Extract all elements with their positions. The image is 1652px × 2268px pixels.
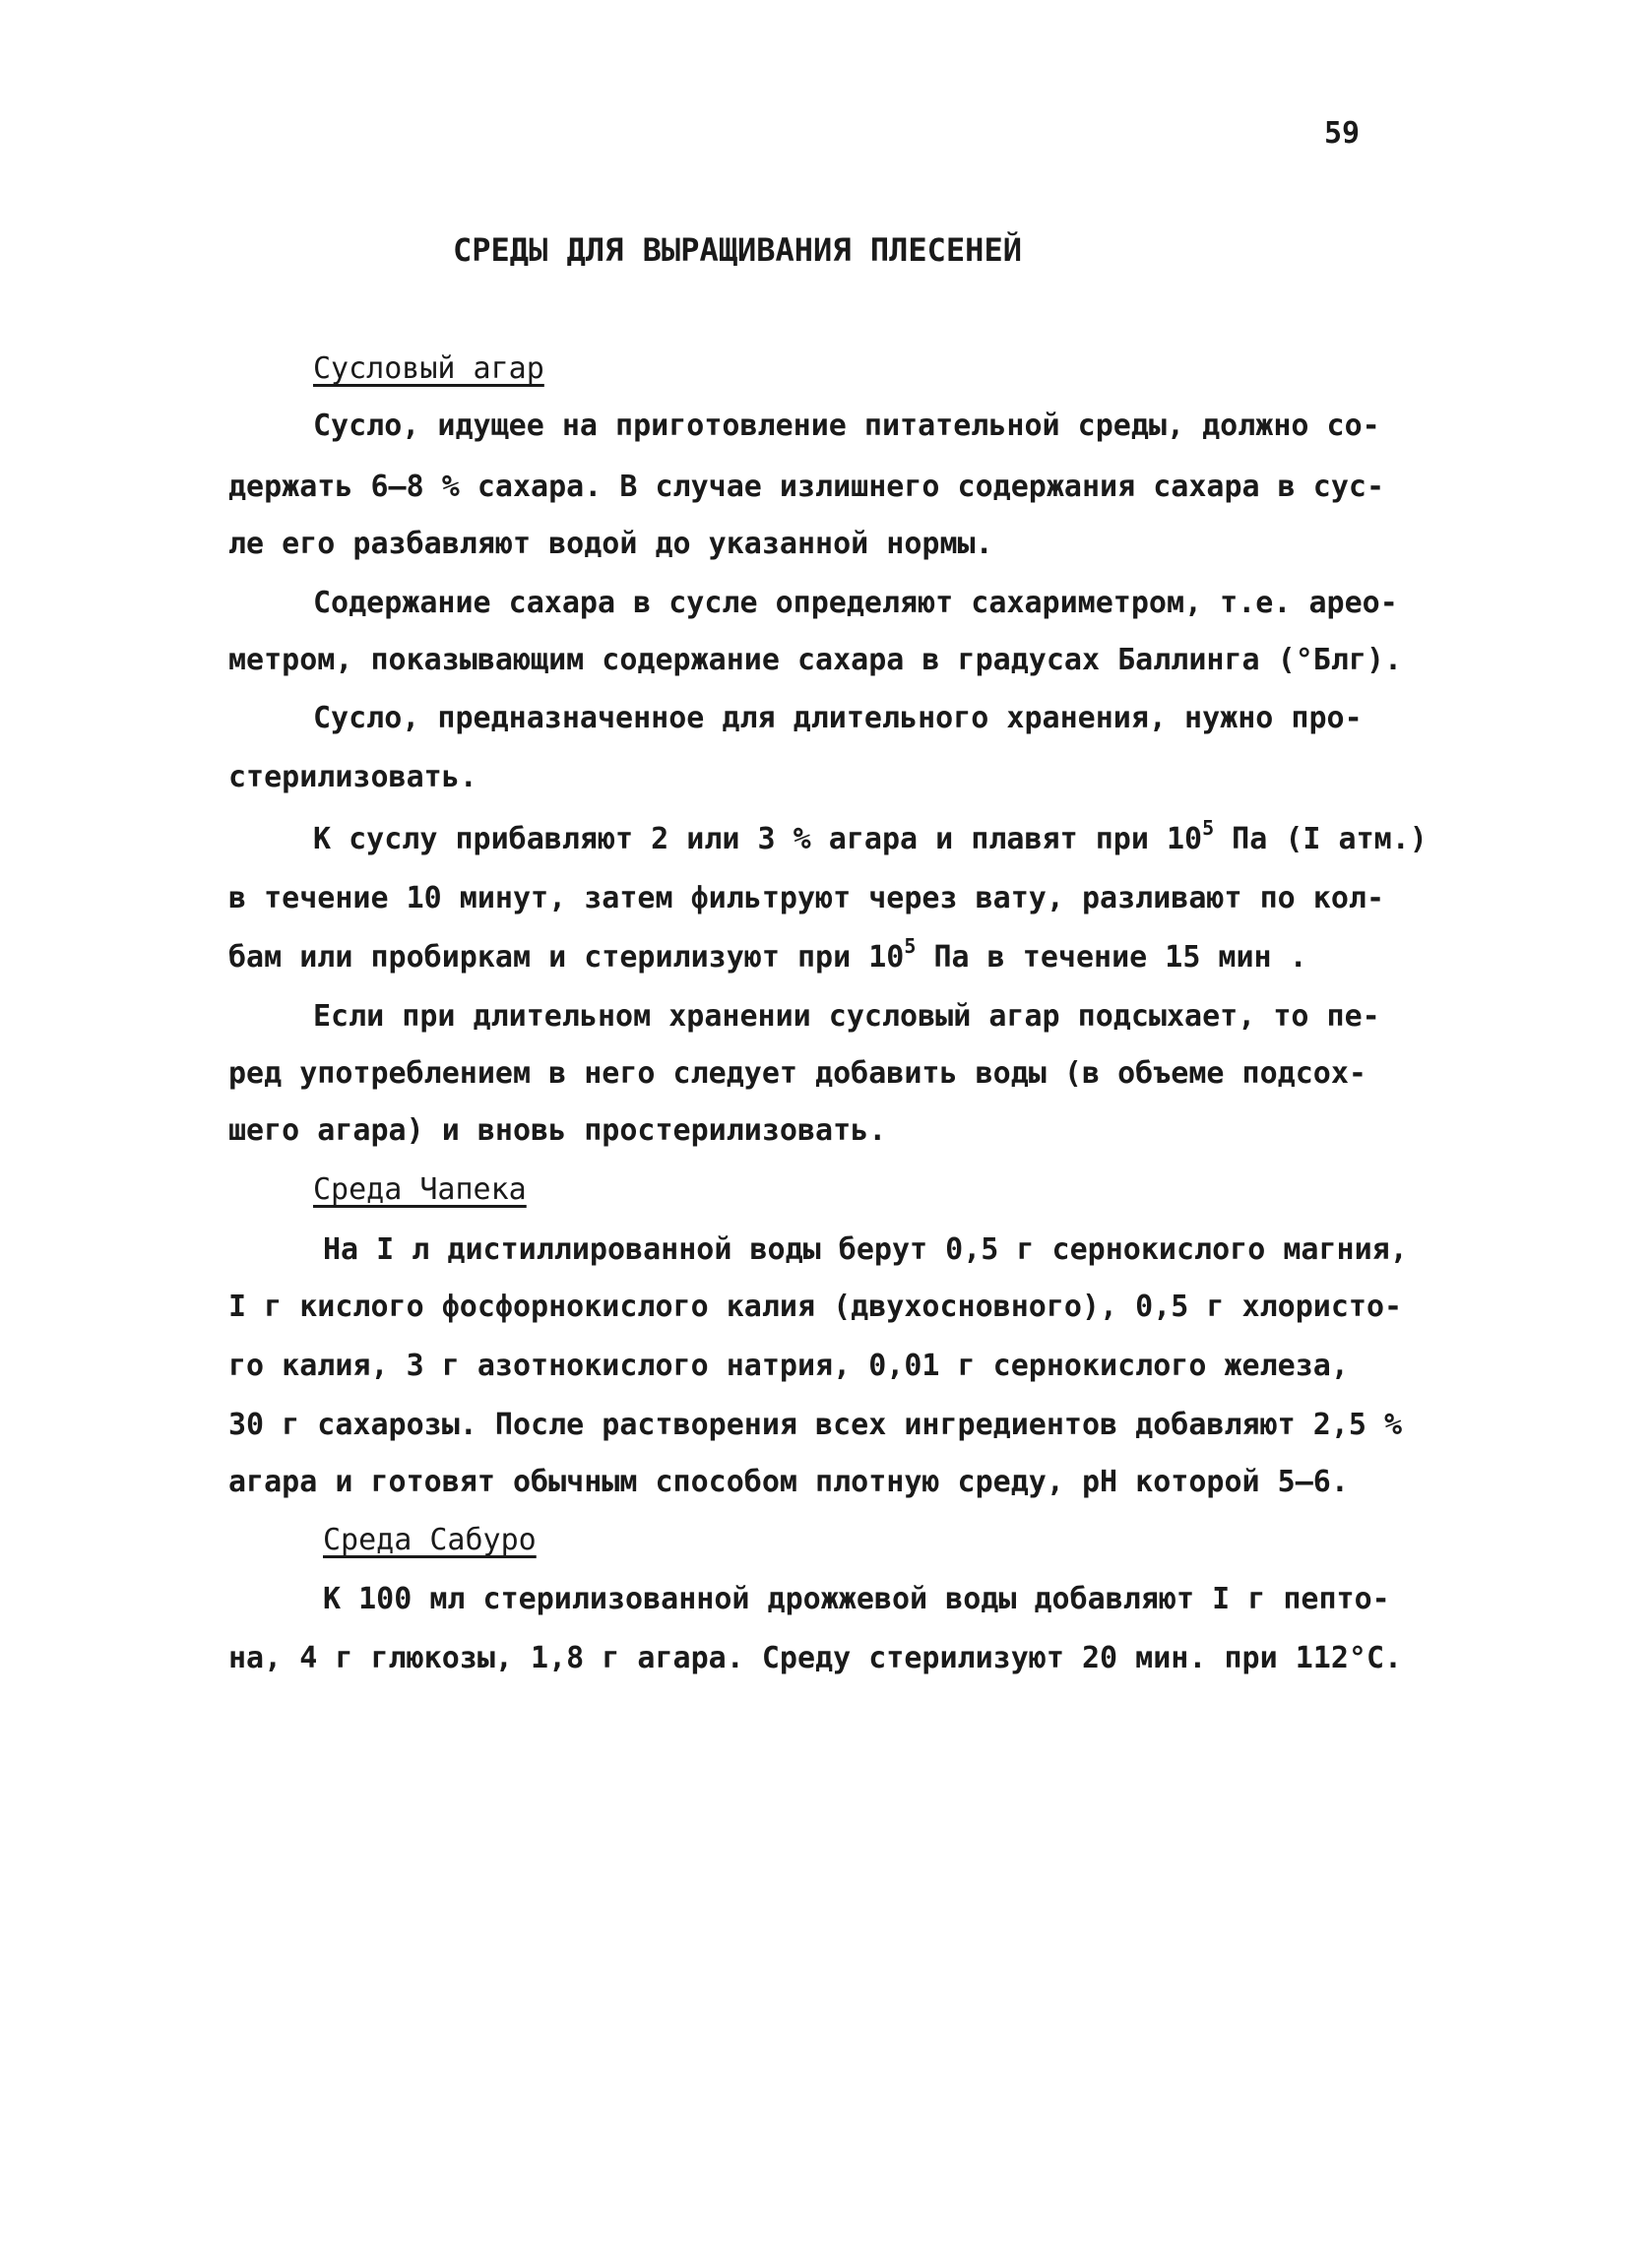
paragraph-line: I г кислого фосфорнокислого калия (двухосновного), 0,5 г хлористо- [228, 1290, 1403, 1324]
paragraph-line: На I л дистиллированной воды берут 0,5 г сернокислого магния, [323, 1232, 1408, 1267]
paragraph-line: держать 6–8 % сахара. В случае излишнего содержания сахара в сус- [228, 470, 1384, 504]
page-title: СРЕДЫ ДЛЯ ВЫРАЩИВАНИЯ ПЛЕСЕНЕЙ [453, 231, 1022, 269]
paragraph-line: го калия, 3 г азотнокислого натрия, 0,01 г сернокислого железа, [228, 1349, 1349, 1383]
paragraph-line: стерилизовать. [228, 760, 477, 794]
line-text: бам или пробиркам и стерилизуют при 10 [228, 940, 905, 975]
paragraph-line: агара и готовят обычным способом плотную среду, pH которой 5–6. [228, 1465, 1349, 1499]
section-heading-wort-agar: Суcловый агар [313, 351, 544, 386]
paragraph-line: шего агара) и вновь простерилизовать. [228, 1113, 887, 1148]
superscript-exponent: 5 [904, 934, 917, 958]
paragraph-line: К 100 мл стерилизованной дрожжевой воды добавляют I г пепто- [323, 1582, 1390, 1616]
paragraph-line: на, 4 г глюкозы, 1,8 г агара. Среду стерилизуют 20 мин. при 112°С. [228, 1641, 1403, 1675]
paragraph-line: ред употреблением в него следует добавить воды (в объеме подсох- [228, 1056, 1366, 1091]
paragraph-line: ле его разбавляют водой до указанной нормы. [228, 527, 993, 561]
section-heading-sabouraud: Среда Сабуро [323, 1523, 537, 1557]
section-heading-czapek: Среда Чапека [313, 1172, 527, 1207]
paragraph-line: метром, показывающим содержание сахара в градусах Баллинга (°Блг). [228, 643, 1403, 677]
paragraph-line: Если при длительном хранении сусловый агар подсыхает, то пе- [313, 999, 1380, 1034]
paragraph-line: Сусло, идущее на приготовление питательной среды, должно со- [313, 409, 1380, 443]
paragraph-line [313, 816, 1428, 857]
page-number: 59 [1324, 116, 1361, 151]
paragraph-line: 30 г сахарозы. После растворения всех ингредиентов добавляют 2,5 % [228, 1408, 1403, 1442]
line-text: Па (I атм.) [1214, 822, 1428, 856]
paragraph-line: Содержание сахара в сусле определяют сахариметром, т.е. арео- [313, 586, 1398, 620]
paragraph-line: Сусло, предназначенное для длительного хранения, нужно про- [313, 701, 1363, 735]
superscript-exponent: 5 [1202, 816, 1215, 840]
line-text: К суслу прибавляют 2 или 3 % агара и плавят при 10 [313, 822, 1203, 856]
paragraph-line: в течение 10 минут, затем фильтруют через вату, разливают по кол- [228, 881, 1384, 915]
line-text: Па в течение 15 мин . [916, 940, 1307, 975]
paragraph-line [228, 934, 1307, 976]
